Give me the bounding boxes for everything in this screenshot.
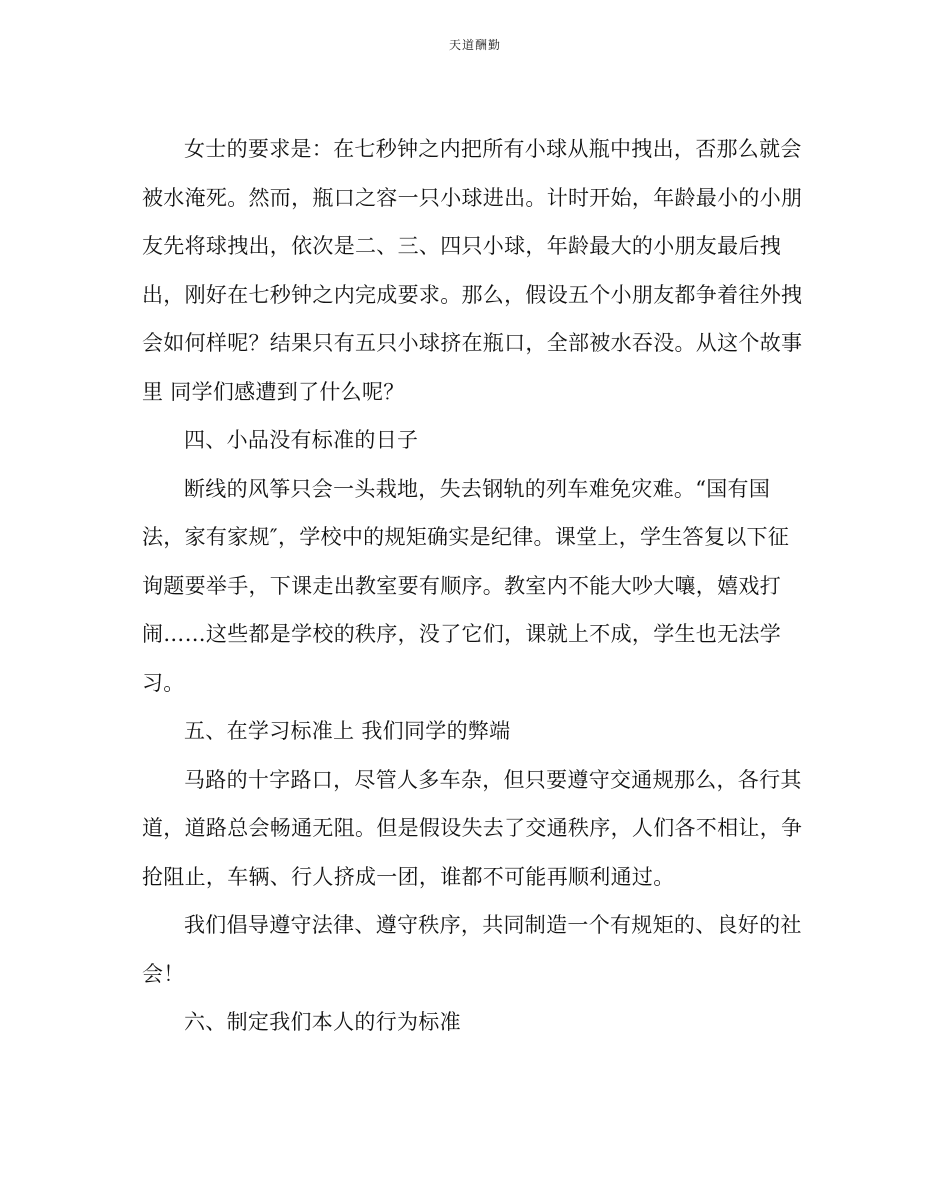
heading-section-4: 四、小品没有标准的日子 xyxy=(184,428,419,452)
page-header: 天道酬勤 xyxy=(448,38,501,52)
paragraph-advocacy: 我们倡导遵守法律、遵守秩序，共同制造一个有规矩的、良好的社会！ xyxy=(142,913,802,986)
heading-section-6: 六、制定我们本人的行为标准 xyxy=(184,1010,461,1034)
paragraph-discipline: 断线的风筝只会一头栽地，失去钢轨的列车难免灾难。“国有国法，家有家规″，学校中的规矩确实是纪律。课堂上，学生答复以下征询题要举手，下课走出教室要有顺序。教室内不能大吵大嚷，嬉戏打闹……这些都是学校的秩序，没了它们，课就上不成，学生也无法学习。 xyxy=(142,476,790,695)
document-body xyxy=(142,125,806,1047)
heading-section-5: 五、在学习标准上 我们同学的弊端 xyxy=(184,719,511,743)
paragraph-traffic: 马路的十字路口，尽管人多车杂，但只要遵守交通规那么，各行其道，道路总会畅通无阻。但是假设失去了交通秩序，人们各不相让，争抢阻止，车辆、行人挤成一团，谁都不可能再顺利通过。 xyxy=(142,767,803,889)
paragraph-story: 女士的要求是：在七秒钟之内把所有小球从瓶中拽出，否那么就会被水淹死。然而，瓶口之容一只小球进出。计时开始，年龄最小的小朋友先将球拽出，依次是二、三、四只小球，年龄最大的小朋友最后拽出，刚好在七秒钟之内完成要求。那么，假设五个小朋友都争着往外拽会如何样呢？结果只有五只小球挤在瓶口，全部被水吞没。从这个故事里 同学们感遭到了什么呢？ xyxy=(142,137,803,404)
